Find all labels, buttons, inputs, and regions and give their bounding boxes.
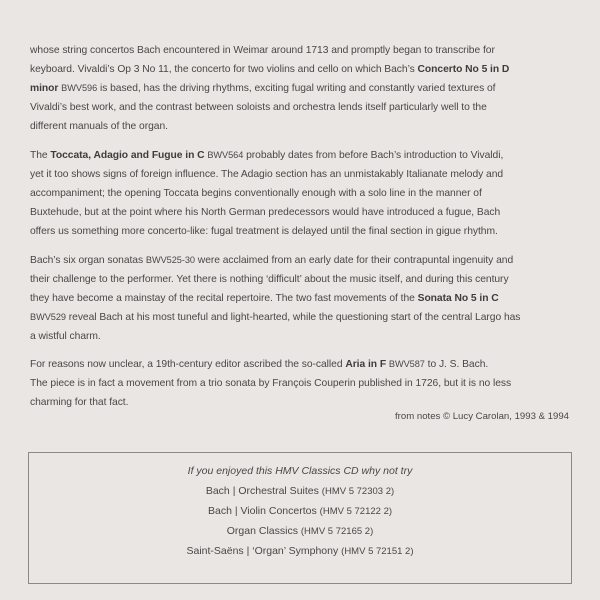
recommendations-intro: If you enjoyed this HMV Classics CD why not try <box>187 465 413 477</box>
text-line <box>30 79 575 98</box>
text-run: For reasons now unclear, a 19th-century editor ascribed the so-called <box>30 359 346 370</box>
text-run: probably dates from before Bach’s introduction to Vivaldi, <box>243 150 504 161</box>
recommendation-title: Saint-Saëns | ‘Organ’ Symphony <box>186 545 339 557</box>
text-line <box>30 41 575 60</box>
paragraph-vivaldi-concerto <box>30 41 575 136</box>
text-line <box>30 308 575 327</box>
text-line <box>30 327 575 346</box>
text-line <box>30 222 575 241</box>
catalogue-number: (HMV 5 72303 2) <box>321 486 395 497</box>
recommendation-title: Organ Classics <box>226 525 298 537</box>
recommendation-item <box>29 525 571 537</box>
text-line <box>30 98 575 117</box>
text-line <box>30 184 575 203</box>
bwv-number: BWV596 <box>61 83 98 93</box>
recommendation-item <box>29 545 571 557</box>
text-run: to J. S. Bach. <box>424 359 489 370</box>
text-line <box>30 203 575 222</box>
text-line <box>30 165 575 184</box>
text-line <box>30 146 575 165</box>
text-run: were acclaimed from an early date for their contrapuntal ingenuity and <box>195 255 514 266</box>
text-run: their challenge to the performer. Yet there is nothing ‘difficult’ about the music itself, and during this century <box>30 274 509 285</box>
work-title: Concerto No 5 in D <box>417 64 510 75</box>
work-title: Aria in F <box>345 359 387 370</box>
bwv-number: BWV529 <box>30 312 66 322</box>
text-line <box>30 355 575 374</box>
text-run: keyboard. Vivaldi’s Op 3 No 11, the concerto for two violins and cello on which Bach’s <box>30 64 418 75</box>
text-run: reveal Bach at his most tuneful and light-hearted, while the questioning start of the central Largo has <box>65 312 521 323</box>
paragraph-aria-in-f <box>30 355 575 412</box>
work-title: Sonata No 5 in C <box>417 293 499 304</box>
notes-credit: from notes © Lucy Carolan, 1993 & 1994 <box>395 411 569 422</box>
text-line <box>30 117 575 136</box>
text-line <box>30 251 575 270</box>
recommendation-title: Bach | Violin Concertos <box>207 505 317 517</box>
recommendation-title: Bach | Orchestral Suites <box>205 485 319 497</box>
catalogue-number: (HMV 5 72122 2) <box>319 506 393 517</box>
work-title: Toccata, Adagio and Fugue in C <box>50 150 205 161</box>
text-line <box>30 60 575 79</box>
text-line <box>30 270 575 289</box>
paragraph-organ-sonatas <box>30 251 575 346</box>
bwv-number: BWV564 <box>207 150 244 160</box>
text-line <box>30 393 575 412</box>
text-run: is based, has the driving rhythms, exciting fugal writing and constantly varied textures of <box>97 83 496 94</box>
text-run: Vivaldi’s best work, and the contrast between soloists and orchestra lends itself particularly well to the <box>30 102 487 113</box>
text-line <box>30 289 575 308</box>
work-title: minor <box>30 83 59 94</box>
text-run: yet it too shows signs of foreign influence. The Adagio section has an unmistakably Italianate melody and <box>30 169 504 180</box>
text-run: accompaniment; the opening Toccata begins conventionally enough with a solo line in the manner of <box>30 188 482 199</box>
recommendation-item <box>29 505 571 517</box>
bwv-number: BWV525-30 <box>145 255 195 265</box>
text-run: Buxtehude, but at the point where his North German predecessors would have introduced a fugue, Bach <box>30 207 501 218</box>
text-run: The <box>30 150 51 161</box>
recommendation-item <box>29 485 571 497</box>
paragraph-toccata-adagio-fugue <box>30 146 575 241</box>
text-run: whose string concertos Bach encountered in Weimar around 1713 and promptly began to transcribe for <box>30 45 495 56</box>
text-run: they have become a mainstay of the recital repertoire. The two fast movements of the <box>30 293 418 304</box>
text-run: Bach’s six organ sonatas <box>30 255 146 266</box>
bwv-number: BWV587 <box>388 359 425 369</box>
text-run: charming for that fact. <box>30 397 129 408</box>
text-run: offers us something more concerto-like: fugal treatment is delayed until the final section in gigue rhythm. <box>30 226 498 237</box>
text-line <box>30 374 575 393</box>
catalogue-number: (HMV 5 72165 2) <box>300 526 374 537</box>
catalogue-number: (HMV 5 72151 2) <box>341 546 414 557</box>
text-run: different manuals of the organ. <box>30 121 168 132</box>
text-run: The piece is in fact a movement from a trio sonata by François Couperin published in 1726, but it is no less <box>30 378 512 389</box>
text-run: a wistful charm. <box>30 331 101 342</box>
recommendations-box <box>28 452 572 584</box>
